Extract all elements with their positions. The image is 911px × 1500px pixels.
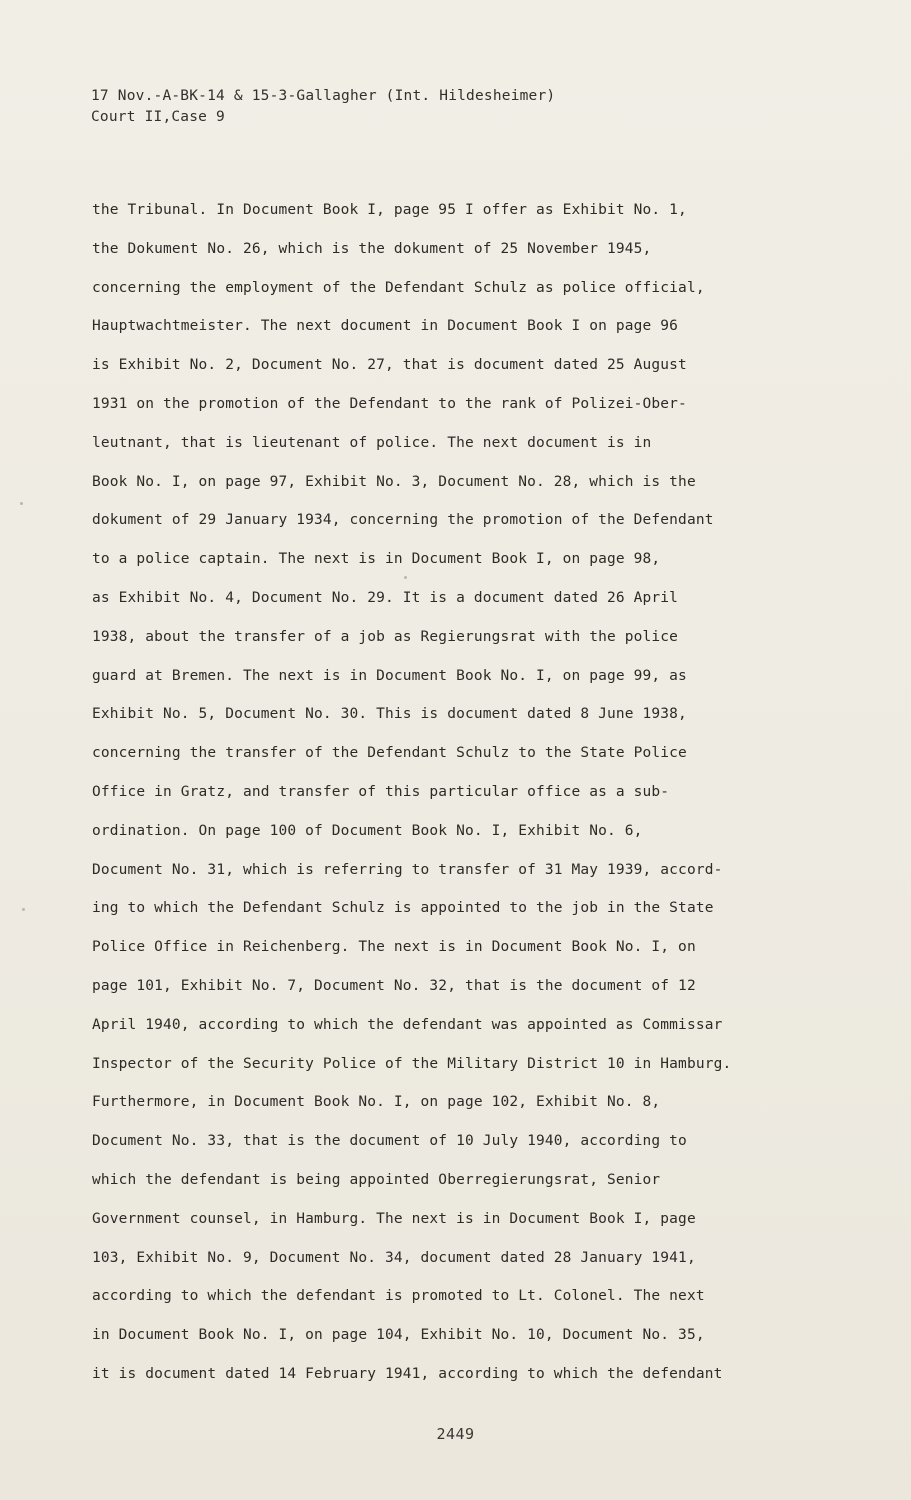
text-line: guard at Bremen. The next is in Document Book No. I, on page 99, as [92,667,687,684]
text-line: it is document dated 14 February 1941, according to which the defendant [92,1366,723,1382]
text-line: concerning the transfer of the Defendant Schulz to the State Police [92,745,687,762]
text-line: April 1940, according to which the defendant was appointed as Commissar [92,1016,723,1033]
page-number: 2449 [436,1425,475,1443]
text-line: according to which the defendant is promoted to Lt. Colonel. The next [92,1288,705,1305]
text-line: Furthermore, in Document Book No. I, on page 102, Exhibit No. 8, [92,1094,661,1111]
text-line: ordination. On page 100 of Document Book No. I, Exhibit No. 6, [92,822,643,839]
text-line: page 101, Exhibit No. 7, Document No. 32, that is the document of 12 [92,978,696,994]
header-case-reference: 17 Nov.-A-BK-14 & 15-3-Gallagher (Int. Hildesheimer) [91,88,556,104]
paper-speck [20,502,23,505]
text-line: Inspector of the Security Police of the Military District 10 in Hamburg. [92,1055,732,1072]
text-line: Government counsel, in Hamburg. The next is in Document Book I, page [92,1210,696,1227]
text-line: leutnant, that is lieutenant of police. The next document is in [92,434,652,451]
text-line: is Exhibit No. 2, Document No. 27, that is document dated 25 August [92,357,687,374]
header-court-case: Court II,Case 9 [91,109,225,125]
text-line: as Exhibit No. 4, Document No. 29. It is a document dated 26 April [92,590,679,606]
text-line: ing to which the Defendant Schulz is appointed to the job in the State [92,900,714,917]
paper-speck [22,908,25,911]
text-line: 103, Exhibit No. 9, Document No. 34, document dated 28 January 1941, [92,1249,696,1266]
paper-speck [404,576,407,579]
text-line: in Document Book No. I, on page 104, Exhibit No. 10, Document No. 35, [92,1327,705,1344]
document-header [91,86,555,128]
text-line: 1938, about the transfer of a job as Regierungsrat with the police [92,628,679,645]
text-line: 1931 on the promotion of the Defendant to the rank of Polizei-Ober- [92,396,687,412]
text-line: Hauptwachtmeister. The next document in Document Book I on page 96 [92,318,679,335]
text-line: Document No. 31, which is referring to transfer of 31 May 1939, accord- [92,861,723,878]
text-line: Book No. I, on page 97, Exhibit No. 3, Document No. 28, which is the [92,473,696,490]
text-line: to a police captain. The next is in Document Book I, on page 98, [92,551,661,568]
text-line: Police Office in Reichenberg. The next is in Document Book No. I, on [92,939,696,956]
text-line: Document No. 33, that is the document of 10 July 1940, according to [92,1133,687,1150]
text-line: the Tribunal. In Document Book I, page 95 I offer as Exhibit No. 1, [92,202,687,218]
text-line: Exhibit No. 5, Document No. 30. This is document dated 8 June 1938, [92,706,687,723]
text-line: the Dokument No. 26, which is the dokument of 25 November 1945, [92,240,652,257]
text-line: Office in Gratz, and transfer of this particular office as a sub- [92,784,670,800]
text-line: concerning the employment of the Defendant Schulz as police official, [92,279,705,296]
text-line: which the defendant is being appointed Oberregierungsrat, Senior [92,1172,661,1188]
text-line: dokument of 29 January 1934, concerning the promotion of the Defendant [92,512,714,529]
